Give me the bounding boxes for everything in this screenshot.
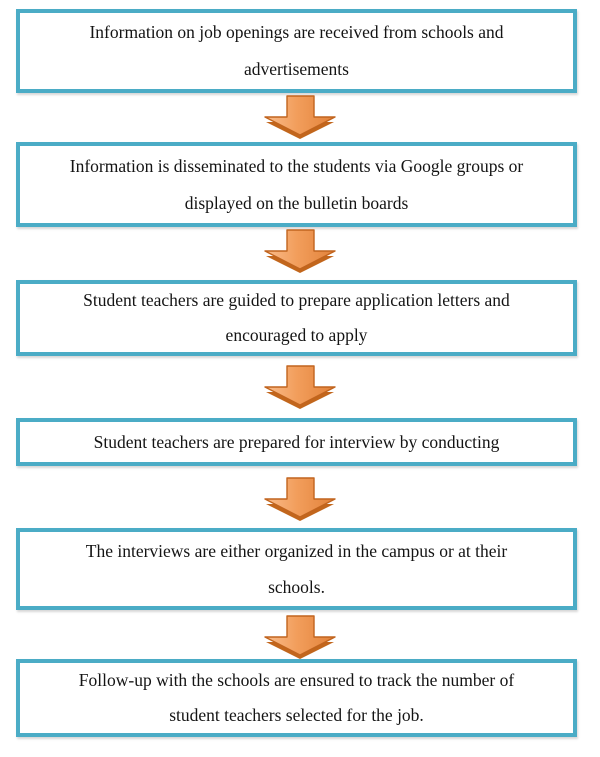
flow-step-5 [16,528,577,610]
down-arrow-icon [262,477,338,521]
flow-step-text: Information on job openings are received from schools and [89,22,504,42]
flow-step-text: student teachers selected for the job. [169,705,424,725]
flow-step-1 [16,9,577,93]
down-arrow-icon [262,95,338,139]
flow-step-text: Information is disseminated to the students via Google groups or [69,155,524,176]
flow-step-6 [16,659,577,737]
flow-step-text: displayed on the bulletin boards [184,192,409,213]
down-arrow-icon [262,229,338,273]
flow-step-text: Student teachers are guided to prepare application letters and [83,290,510,310]
flow-step-3 [16,280,577,356]
flow-step-text: Student teachers are prepared for interview by conducting [93,432,500,452]
flow-step-text: schools. [268,577,325,597]
flow-step-text: Follow-up with the schools are ensured to track the number of [78,670,515,690]
flow-step-4 [16,418,577,466]
flow-step-text: advertisements [244,59,349,79]
flow-step-2 [16,142,577,227]
flow-step-text: The interviews are either organized in the campus or at their [85,541,508,561]
down-arrow-icon [262,615,338,659]
flow-step-text: encouraged to apply [225,325,368,345]
down-arrow-icon [262,365,338,409]
